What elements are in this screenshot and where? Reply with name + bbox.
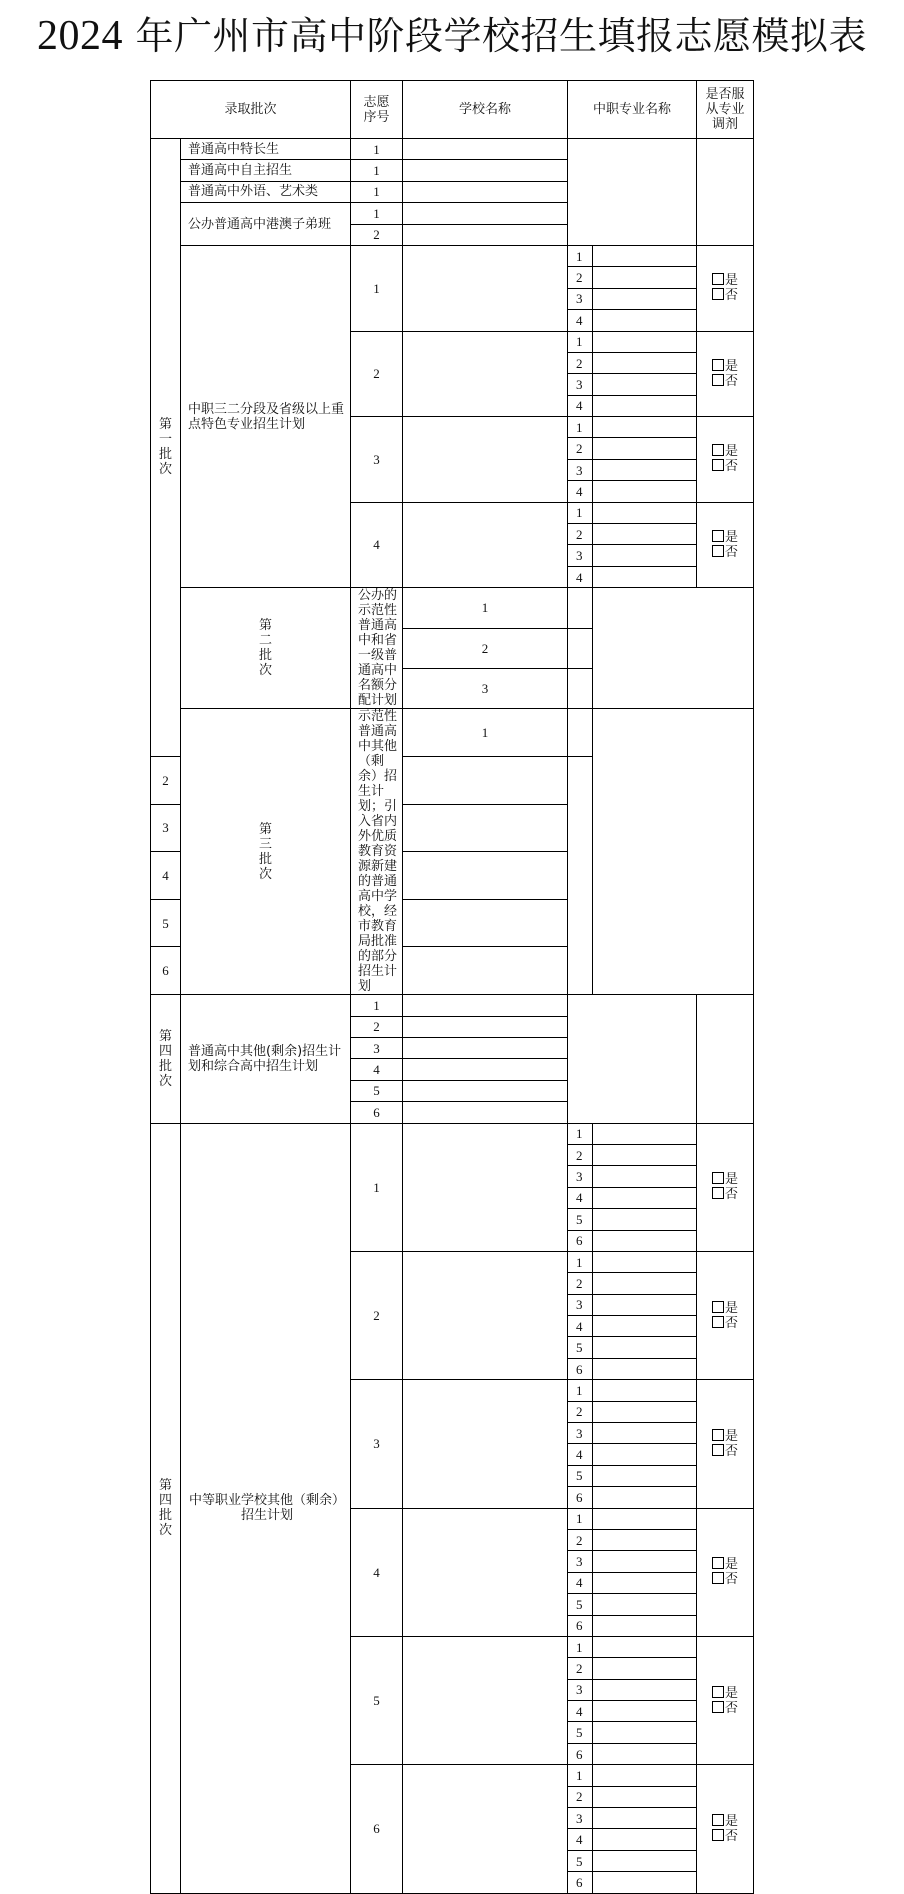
plan-label: 普通高中外语、艺术类	[181, 181, 351, 202]
major-seq: 4	[568, 1187, 593, 1208]
major-seq: 1	[568, 1636, 593, 1657]
major-name-field[interactable]	[593, 1829, 697, 1850]
major-name-field[interactable]	[593, 288, 697, 309]
major-seq: 1	[568, 1380, 593, 1401]
school-name-field[interactable]	[568, 668, 593, 708]
major-name-field[interactable]	[593, 1273, 697, 1294]
school-name-field[interactable]	[403, 756, 568, 804]
batch-char: 批	[259, 648, 273, 664]
adjust-choice	[697, 1636, 754, 1764]
checkbox-icon[interactable]	[712, 1572, 724, 1584]
admission-wish-form	[150, 80, 754, 1894]
wish-seq: 3	[351, 1037, 403, 1058]
major-seq: 3	[568, 1679, 593, 1700]
wish-seq: 2	[403, 628, 568, 668]
major-seq: 6	[568, 1487, 593, 1508]
school-name-field[interactable]	[403, 1765, 568, 1893]
school-name-field[interactable]	[403, 139, 568, 160]
checkbox-icon[interactable]	[712, 530, 724, 542]
adjust-option-label: 否	[725, 1700, 739, 1716]
wish-seq: 3	[151, 804, 181, 852]
batch-char: 四	[158, 1493, 172, 1509]
adjust-option-yes[interactable]	[697, 359, 753, 374]
adjust-choice	[697, 331, 754, 417]
major-seq: 5	[568, 1850, 593, 1871]
form-row	[151, 995, 754, 1016]
batch-char: 次	[259, 866, 273, 882]
adjust-choice	[697, 1123, 754, 1251]
major-seq: 6	[568, 1743, 593, 1764]
adjust-choice	[697, 417, 754, 503]
adjust-option-yes[interactable]	[697, 1429, 753, 1444]
adjust-option-yes[interactable]	[697, 273, 753, 288]
major-seq: 1	[568, 502, 593, 523]
adjust-choice	[697, 1765, 754, 1893]
major-seq: 5	[568, 1209, 593, 1230]
adjust-option-yes[interactable]	[697, 1557, 753, 1572]
adjust-option-no[interactable]	[697, 1701, 753, 1716]
school-name-field[interactable]	[403, 160, 568, 181]
major-name-field[interactable]	[593, 310, 697, 331]
plan-label: 中等职业学校其他（剩余）招生计划	[181, 1123, 351, 1893]
major-seq: 3	[568, 1166, 593, 1187]
plan-label: 普通高中特长生	[181, 139, 351, 160]
major-name-field[interactable]	[593, 267, 697, 288]
major-seq: 3	[568, 1808, 593, 1829]
wish-seq: 5	[351, 1636, 403, 1764]
major-seq: 2	[568, 352, 593, 373]
major-seq: 4	[568, 1572, 593, 1593]
major-name-field[interactable]	[593, 395, 697, 416]
batch-char: 一	[158, 432, 172, 448]
major-name-field[interactable]	[593, 1294, 697, 1315]
wish-seq: 6	[351, 1765, 403, 1893]
major-name-field[interactable]	[593, 566, 697, 587]
adjust-option-no[interactable]	[697, 1444, 753, 1459]
adjust-option-no[interactable]	[697, 459, 753, 474]
major-name-field[interactable]	[593, 331, 697, 352]
major-name-field[interactable]	[593, 1722, 697, 1743]
major-seq: 3	[568, 374, 593, 395]
checkbox-icon[interactable]	[712, 359, 724, 371]
batch-char: 次	[158, 1523, 172, 1539]
wish-seq: 3	[351, 1380, 403, 1508]
school-name-field[interactable]	[403, 502, 568, 588]
major-seq: 2	[568, 1401, 593, 1422]
adjust-option-label: 是	[725, 1813, 739, 1829]
major-name-field[interactable]	[593, 459, 697, 480]
school-name-field[interactable]	[403, 224, 568, 245]
major-seq: 1	[568, 1251, 593, 1272]
adjust-choice	[697, 1380, 754, 1508]
plan-label: 示范性普通高中其他（剩余）招生计划；引入省内外优质教育资源新建的普通高中学校，经市教育局批准的部分招生计划	[351, 709, 403, 995]
major-name-field[interactable]	[593, 1358, 697, 1379]
school-name-field[interactable]	[403, 1102, 568, 1123]
major-blank	[568, 139, 697, 246]
batch-char: 批	[158, 1058, 172, 1074]
major-blank	[568, 995, 697, 1123]
wish-seq: 5	[351, 1080, 403, 1101]
adjust-option-yes[interactable]	[697, 1172, 753, 1187]
adjust-option-no[interactable]	[697, 374, 753, 389]
major-seq: 2	[568, 524, 593, 545]
header-batch: 录取批次	[151, 81, 351, 139]
major-name-field[interactable]	[593, 502, 697, 523]
adjust-option-no[interactable]	[697, 1572, 753, 1587]
batch-label	[151, 139, 181, 757]
adjust-option-label: 是	[725, 529, 739, 545]
wish-seq: 1	[351, 995, 403, 1016]
adjust-option-yes[interactable]	[697, 444, 753, 459]
major-seq: 1	[568, 1123, 593, 1144]
major-seq: 5	[568, 1465, 593, 1486]
school-name-field[interactable]	[403, 1059, 568, 1080]
major-seq: 3	[568, 545, 593, 566]
adjust-option-label: 是	[725, 1557, 739, 1573]
major-seq: 2	[568, 1786, 593, 1807]
header-adjust: 是否服 从专业 调剂	[697, 81, 754, 139]
wish-seq: 4	[351, 1059, 403, 1080]
wish-seq: 2	[351, 1016, 403, 1037]
checkbox-icon[interactable]	[712, 1557, 724, 1569]
school-name-field[interactable]	[403, 181, 568, 202]
major-seq: 5	[568, 1594, 593, 1615]
major-seq: 3	[568, 1551, 593, 1572]
wish-seq: 3	[403, 668, 568, 708]
major-name-field[interactable]	[593, 1594, 697, 1615]
form-row	[151, 588, 754, 628]
major-blank	[593, 709, 754, 995]
header-seq: 志愿 序号	[351, 81, 403, 139]
major-seq: 2	[568, 1529, 593, 1550]
school-name-field[interactable]	[568, 628, 593, 668]
wish-seq: 1	[403, 588, 568, 628]
wish-seq: 1	[351, 1123, 403, 1251]
adjust-option-label: 否	[725, 459, 739, 475]
school-name-field[interactable]	[403, 1123, 568, 1251]
major-name-field[interactable]	[593, 1166, 697, 1187]
wish-seq: 2	[351, 331, 403, 417]
plan-label: 普通高中其他(剩余)招生计划和综合高中招生计划	[181, 995, 351, 1123]
header-school: 学校名称	[403, 81, 568, 139]
wish-seq: 1	[351, 245, 403, 331]
major-seq: 3	[568, 1294, 593, 1315]
major-seq: 4	[568, 481, 593, 502]
major-name-field[interactable]	[593, 417, 697, 438]
plan-label: 公办的示范性普通高中和省一级普通高中名额分配计划	[351, 588, 403, 709]
adjust-choice	[697, 502, 754, 588]
major-name-field[interactable]	[593, 1658, 697, 1679]
adjust-option-label: 是	[725, 1172, 739, 1188]
plan-label: 普通高中自主招生	[181, 160, 351, 181]
adjust-option-label: 否	[725, 1443, 739, 1459]
adjust-option-label: 是	[725, 273, 739, 289]
batch-char: 次	[158, 1073, 172, 1089]
major-name-field[interactable]	[593, 1209, 697, 1230]
form-row	[151, 245, 754, 266]
major-name-field[interactable]	[593, 1187, 697, 1208]
adjust-option-label: 否	[725, 1315, 739, 1331]
major-seq: 2	[568, 267, 593, 288]
major-blank	[593, 588, 754, 709]
school-name-field[interactable]	[403, 1037, 568, 1058]
major-name-field[interactable]	[593, 1872, 697, 1893]
major-name-field[interactable]	[593, 1251, 697, 1272]
major-name-field[interactable]	[593, 1636, 697, 1657]
wish-seq: 5	[151, 899, 181, 947]
wish-seq: 4	[351, 1508, 403, 1636]
major-name-field[interactable]	[593, 1423, 697, 1444]
major-name-field[interactable]	[593, 1572, 697, 1593]
major-name-field[interactable]	[593, 1786, 697, 1807]
adjust-choice	[697, 1251, 754, 1379]
major-name-field[interactable]	[593, 1230, 697, 1251]
wish-seq: 2	[151, 756, 181, 804]
adjust-option-label: 是	[725, 444, 739, 460]
school-name-field[interactable]	[403, 1508, 568, 1636]
wish-seq: 1	[403, 709, 568, 757]
wish-seq: 1	[351, 203, 403, 224]
major-seq: 1	[568, 417, 593, 438]
wish-seq: 4	[151, 852, 181, 900]
checkbox-icon[interactable]	[712, 1444, 724, 1456]
checkbox-icon[interactable]	[712, 374, 724, 386]
school-name-field[interactable]	[403, 1636, 568, 1764]
adjust-option-label: 否	[725, 288, 739, 304]
major-name-field[interactable]	[593, 1380, 697, 1401]
adjust-option-yes[interactable]	[697, 530, 753, 545]
major-seq: 6	[568, 1615, 593, 1636]
header-major: 中职专业名称	[568, 81, 697, 139]
adjust-option-yes[interactable]	[697, 1686, 753, 1701]
checkbox-icon[interactable]	[712, 1701, 724, 1713]
batch-char: 批	[158, 1508, 172, 1524]
batch-label	[151, 1123, 181, 1893]
header-row	[151, 81, 754, 139]
school-name-field[interactable]	[403, 1251, 568, 1379]
wish-seq: 6	[351, 1102, 403, 1123]
plan-label: 公办普通高中港澳子弟班	[181, 203, 351, 246]
checkbox-icon[interactable]	[712, 273, 724, 285]
batch-char: 批	[158, 447, 172, 463]
school-name-field[interactable]	[568, 588, 593, 628]
adjust-option-label: 是	[725, 1685, 739, 1701]
adjust-blank	[697, 139, 754, 246]
school-name-field[interactable]	[403, 995, 568, 1016]
major-name-field[interactable]	[593, 352, 697, 373]
batch-char: 次	[259, 663, 273, 679]
major-seq: 2	[568, 1273, 593, 1294]
batch-label	[181, 709, 351, 995]
school-name-field[interactable]	[403, 804, 568, 852]
major-name-field[interactable]	[593, 1444, 697, 1465]
school-name-field[interactable]	[568, 709, 593, 757]
adjust-option-label: 是	[725, 358, 739, 374]
wish-seq: 2	[351, 224, 403, 245]
major-name-field[interactable]	[593, 1508, 697, 1529]
major-name-field[interactable]	[593, 1679, 697, 1700]
school-name-field[interactable]	[403, 899, 568, 947]
checkbox-icon[interactable]	[712, 1686, 724, 1698]
major-name-field[interactable]	[593, 245, 697, 266]
batch-char: 第	[259, 821, 273, 837]
major-seq: 4	[568, 566, 593, 587]
wish-seq: 6	[151, 947, 181, 995]
checkbox-icon[interactable]	[712, 1187, 724, 1199]
batch-char: 四	[158, 1043, 172, 1059]
adjust-option-label: 是	[725, 1300, 739, 1316]
major-name-field[interactable]	[593, 1337, 697, 1358]
major-seq: 6	[568, 1872, 593, 1893]
major-name-field[interactable]	[593, 374, 697, 395]
major-seq: 5	[568, 1722, 593, 1743]
school-name-field[interactable]	[403, 1016, 568, 1037]
adjust-option-label: 否	[725, 1828, 739, 1844]
major-name-field[interactable]	[593, 1701, 697, 1722]
adjust-option-no[interactable]	[697, 1829, 753, 1844]
major-name-field[interactable]	[593, 1765, 697, 1786]
batch-char: 第	[158, 1028, 172, 1044]
major-name-field[interactable]	[593, 524, 697, 545]
major-name-field[interactable]	[593, 545, 697, 566]
adjust-option-no[interactable]	[697, 1187, 753, 1202]
wish-seq: 1	[351, 139, 403, 160]
batch-label	[181, 588, 351, 709]
major-seq: 4	[568, 1444, 593, 1465]
school-name-field[interactable]	[403, 417, 568, 503]
adjust-choice	[697, 1508, 754, 1636]
checkbox-icon[interactable]	[712, 1829, 724, 1841]
adjust-option-label: 是	[725, 1428, 739, 1444]
major-name-field[interactable]	[593, 1465, 697, 1486]
major-name-field[interactable]	[593, 1316, 697, 1337]
major-name-field[interactable]	[593, 1144, 697, 1165]
checkbox-icon[interactable]	[712, 1316, 724, 1328]
school-name-field[interactable]	[403, 852, 568, 900]
major-name-field[interactable]	[593, 1808, 697, 1829]
major-seq: 1	[568, 1508, 593, 1529]
batch-char: 批	[259, 851, 273, 867]
major-seq: 4	[568, 310, 593, 331]
adjust-option-label: 否	[725, 544, 739, 560]
school-name-field[interactable]	[403, 245, 568, 331]
adjust-blank	[697, 995, 754, 1123]
school-name-field[interactable]	[403, 203, 568, 224]
checkbox-icon[interactable]	[712, 545, 724, 557]
batch-char: 第	[158, 417, 172, 433]
major-seq: 6	[568, 1230, 593, 1251]
major-name-field[interactable]	[593, 1615, 697, 1636]
checkbox-icon[interactable]	[712, 1429, 724, 1441]
adjust-option-no[interactable]	[697, 1316, 753, 1331]
school-name-field[interactable]	[403, 1080, 568, 1101]
adjust-option-no[interactable]	[697, 288, 753, 303]
major-seq: 3	[568, 459, 593, 480]
checkbox-icon[interactable]	[712, 444, 724, 456]
major-seq: 6	[568, 1358, 593, 1379]
batch-char: 三	[259, 836, 273, 852]
major-name-field[interactable]	[593, 1850, 697, 1871]
adjust-choice	[697, 245, 754, 331]
batch-char: 第	[259, 618, 273, 634]
major-name-field[interactable]	[593, 438, 697, 459]
checkbox-icon[interactable]	[712, 459, 724, 471]
wish-seq: 3	[351, 417, 403, 503]
major-seq: 1	[568, 245, 593, 266]
major-name-field[interactable]	[593, 1487, 697, 1508]
major-seq: 3	[568, 1423, 593, 1444]
wish-seq: 1	[351, 181, 403, 202]
major-seq: 4	[568, 1701, 593, 1722]
major-name-field[interactable]	[593, 1529, 697, 1550]
checkbox-icon[interactable]	[712, 1301, 724, 1313]
wish-seq: 4	[351, 502, 403, 588]
form-row	[151, 709, 754, 757]
adjust-option-no[interactable]	[697, 545, 753, 560]
adjust-option-yes[interactable]	[697, 1301, 753, 1316]
major-seq: 1	[568, 331, 593, 352]
adjust-option-yes[interactable]	[697, 1814, 753, 1829]
wish-seq: 1	[351, 160, 403, 181]
school-name-field[interactable]	[403, 331, 568, 417]
plan-label: 中职三二分段及省级以上重点特色专业招生计划	[181, 245, 351, 587]
major-seq: 2	[568, 438, 593, 459]
major-seq: 4	[568, 1316, 593, 1337]
checkbox-icon[interactable]	[712, 288, 724, 300]
major-name-field[interactable]	[593, 1743, 697, 1764]
batch-char: 二	[259, 633, 273, 649]
major-seq: 4	[568, 395, 593, 416]
major-seq: 3	[568, 288, 593, 309]
batch-label	[151, 995, 181, 1123]
wish-seq: 2	[351, 1251, 403, 1379]
adjust-option-label: 否	[725, 373, 739, 389]
school-name-field[interactable]	[403, 947, 568, 995]
checkbox-icon[interactable]	[712, 1814, 724, 1826]
major-name-field[interactable]	[593, 1401, 697, 1422]
major-seq: 1	[568, 1765, 593, 1786]
major-seq: 2	[568, 1658, 593, 1679]
form-row	[151, 139, 754, 160]
major-seq: 2	[568, 1144, 593, 1165]
batch-char: 第	[158, 1478, 172, 1494]
major-seq: 4	[568, 1829, 593, 1850]
major-name-field[interactable]	[593, 481, 697, 502]
school-name-field[interactable]	[403, 1380, 568, 1508]
form-row	[151, 1123, 754, 1144]
major-name-field[interactable]	[593, 1123, 697, 1144]
major-name-field[interactable]	[593, 1551, 697, 1572]
adjust-option-label: 否	[725, 1187, 739, 1203]
page-title: 2024 年广州市高中阶段学校招生填报志愿模拟表	[36, 13, 868, 59]
batch-char: 次	[158, 462, 172, 478]
major-seq: 5	[568, 1337, 593, 1358]
checkbox-icon[interactable]	[712, 1172, 724, 1184]
adjust-option-label: 否	[725, 1572, 739, 1588]
